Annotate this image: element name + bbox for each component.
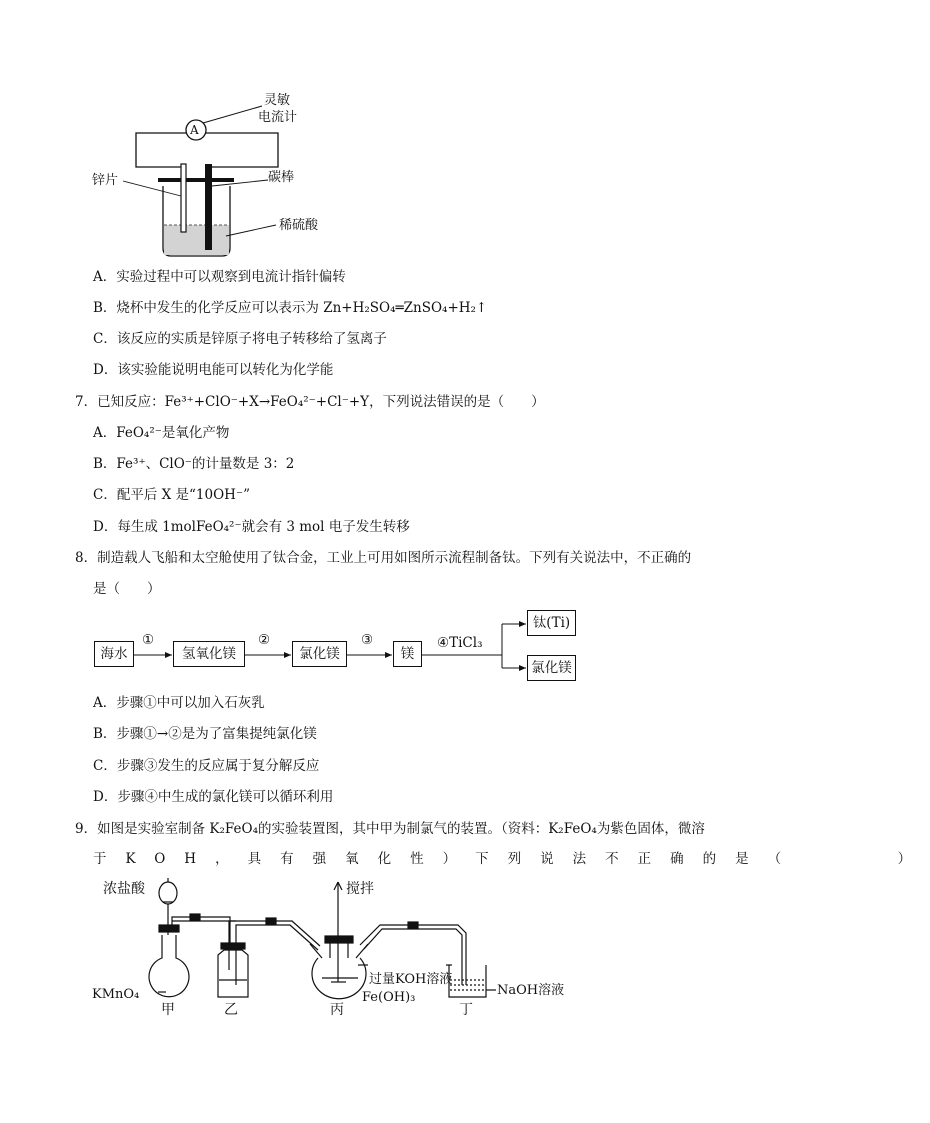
flow-step-1: ① xyxy=(142,632,155,648)
flow-box-mg-chloride: 氯化镁 xyxy=(292,641,347,667)
label-naoh: NaOH溶液 xyxy=(497,983,565,998)
flow-step-3: ③ xyxy=(361,632,374,648)
acid-label: 稀硫酸 xyxy=(279,218,319,233)
q6-option-a: A．实验过程中可以观察到电流计指针偏转 xyxy=(93,269,346,285)
q7-option-a: A．FeO₄²⁻是氧化产物 xyxy=(93,425,230,441)
meter-symbol: A xyxy=(190,123,199,137)
q8-option-b: B．步骤①→②是为了富集提纯氯化镁 xyxy=(93,726,317,742)
q6-option-b: B．烧杯中发生的化学反应可以表示为 Zn+H₂SO₄═ZnSO₄+H₂↑ xyxy=(93,300,488,316)
label-bing: 丙 xyxy=(330,1002,344,1018)
flow-box-magnesium: 镁 xyxy=(393,641,422,667)
flow-step-2: ② xyxy=(258,632,271,648)
meter-caption-2: 电流计 xyxy=(258,110,298,125)
meter-caption-1: 灵敏 xyxy=(264,93,291,108)
flow-box-titanium: 钛(Ti) xyxy=(527,610,576,636)
zinc-label: 锌片 xyxy=(92,173,119,188)
label-jia: 甲 xyxy=(161,1002,175,1018)
label-koh: 过量KOH溶液 xyxy=(369,972,453,987)
label-stir: 搅拌 xyxy=(346,881,374,897)
carbon-label: 碳棒 xyxy=(268,170,295,185)
q9-stem-line1: 9．如图是实验室制备 K₂FeO₄的实验装置图，其中甲为制氯气的装置。（资料：K₂FeO₄为紫色固体，微溶 xyxy=(75,821,705,837)
flow-box-mg-hydroxide: 氢氧化镁 xyxy=(173,641,245,667)
q8-stem-line1: 8．制造载人飞船和太空舱使用了钛合金，工业上可用如图所示流程制备钛。下列有关说法中，不正确的 xyxy=(75,550,692,566)
q8-option-d: D．步骤④中生成的氯化镁可以循环利用 xyxy=(93,789,334,805)
q7-option-c: C．配平后 X 是“10OH⁻” xyxy=(93,487,250,503)
q6-option-d: D．该实验能说明电能可以转化为化学能 xyxy=(93,362,334,378)
q8-stem-line2: 是（ ） xyxy=(93,581,161,597)
flow-step-4: ④TiCl₃ xyxy=(437,635,483,651)
q7-stem: 7．已知反应：Fe³⁺+ClO⁻+X→FeO₄²⁻+Cl⁻+Y，下列说法错误的是（ ） xyxy=(75,394,545,410)
flow-box-seawater: 海水 xyxy=(94,641,134,667)
q9-stem-line2: 于KOH，具有强氧化性）下列说法不正确的是（ ） xyxy=(93,851,930,867)
label-kmno4: KMnO₄ xyxy=(92,987,140,1002)
label-feoh3: Fe(OH)₃ xyxy=(362,990,416,1005)
q8-option-a: A．步骤①中可以加入石灰乳 xyxy=(93,695,265,711)
label-yi: 乙 xyxy=(224,1002,238,1018)
q8-option-c: C．步骤③发生的反应属于复分解反应 xyxy=(93,758,320,774)
label-ding: 丁 xyxy=(459,1002,473,1018)
q7-option-d: D．每生成 1molFeO₄²⁻就会有 3 mol 电子发生转移 xyxy=(93,519,410,535)
q7-option-b: B．Fe³⁺、ClO⁻的计量数是 3：2 xyxy=(93,456,295,472)
label-conc-hcl: 浓盐酸 xyxy=(103,881,145,897)
q6-option-c: C．该反应的实质是锌原子将电子转移给了氢离子 xyxy=(93,331,387,347)
flow-box-mgcl2-product: 氯化镁 xyxy=(527,655,576,681)
